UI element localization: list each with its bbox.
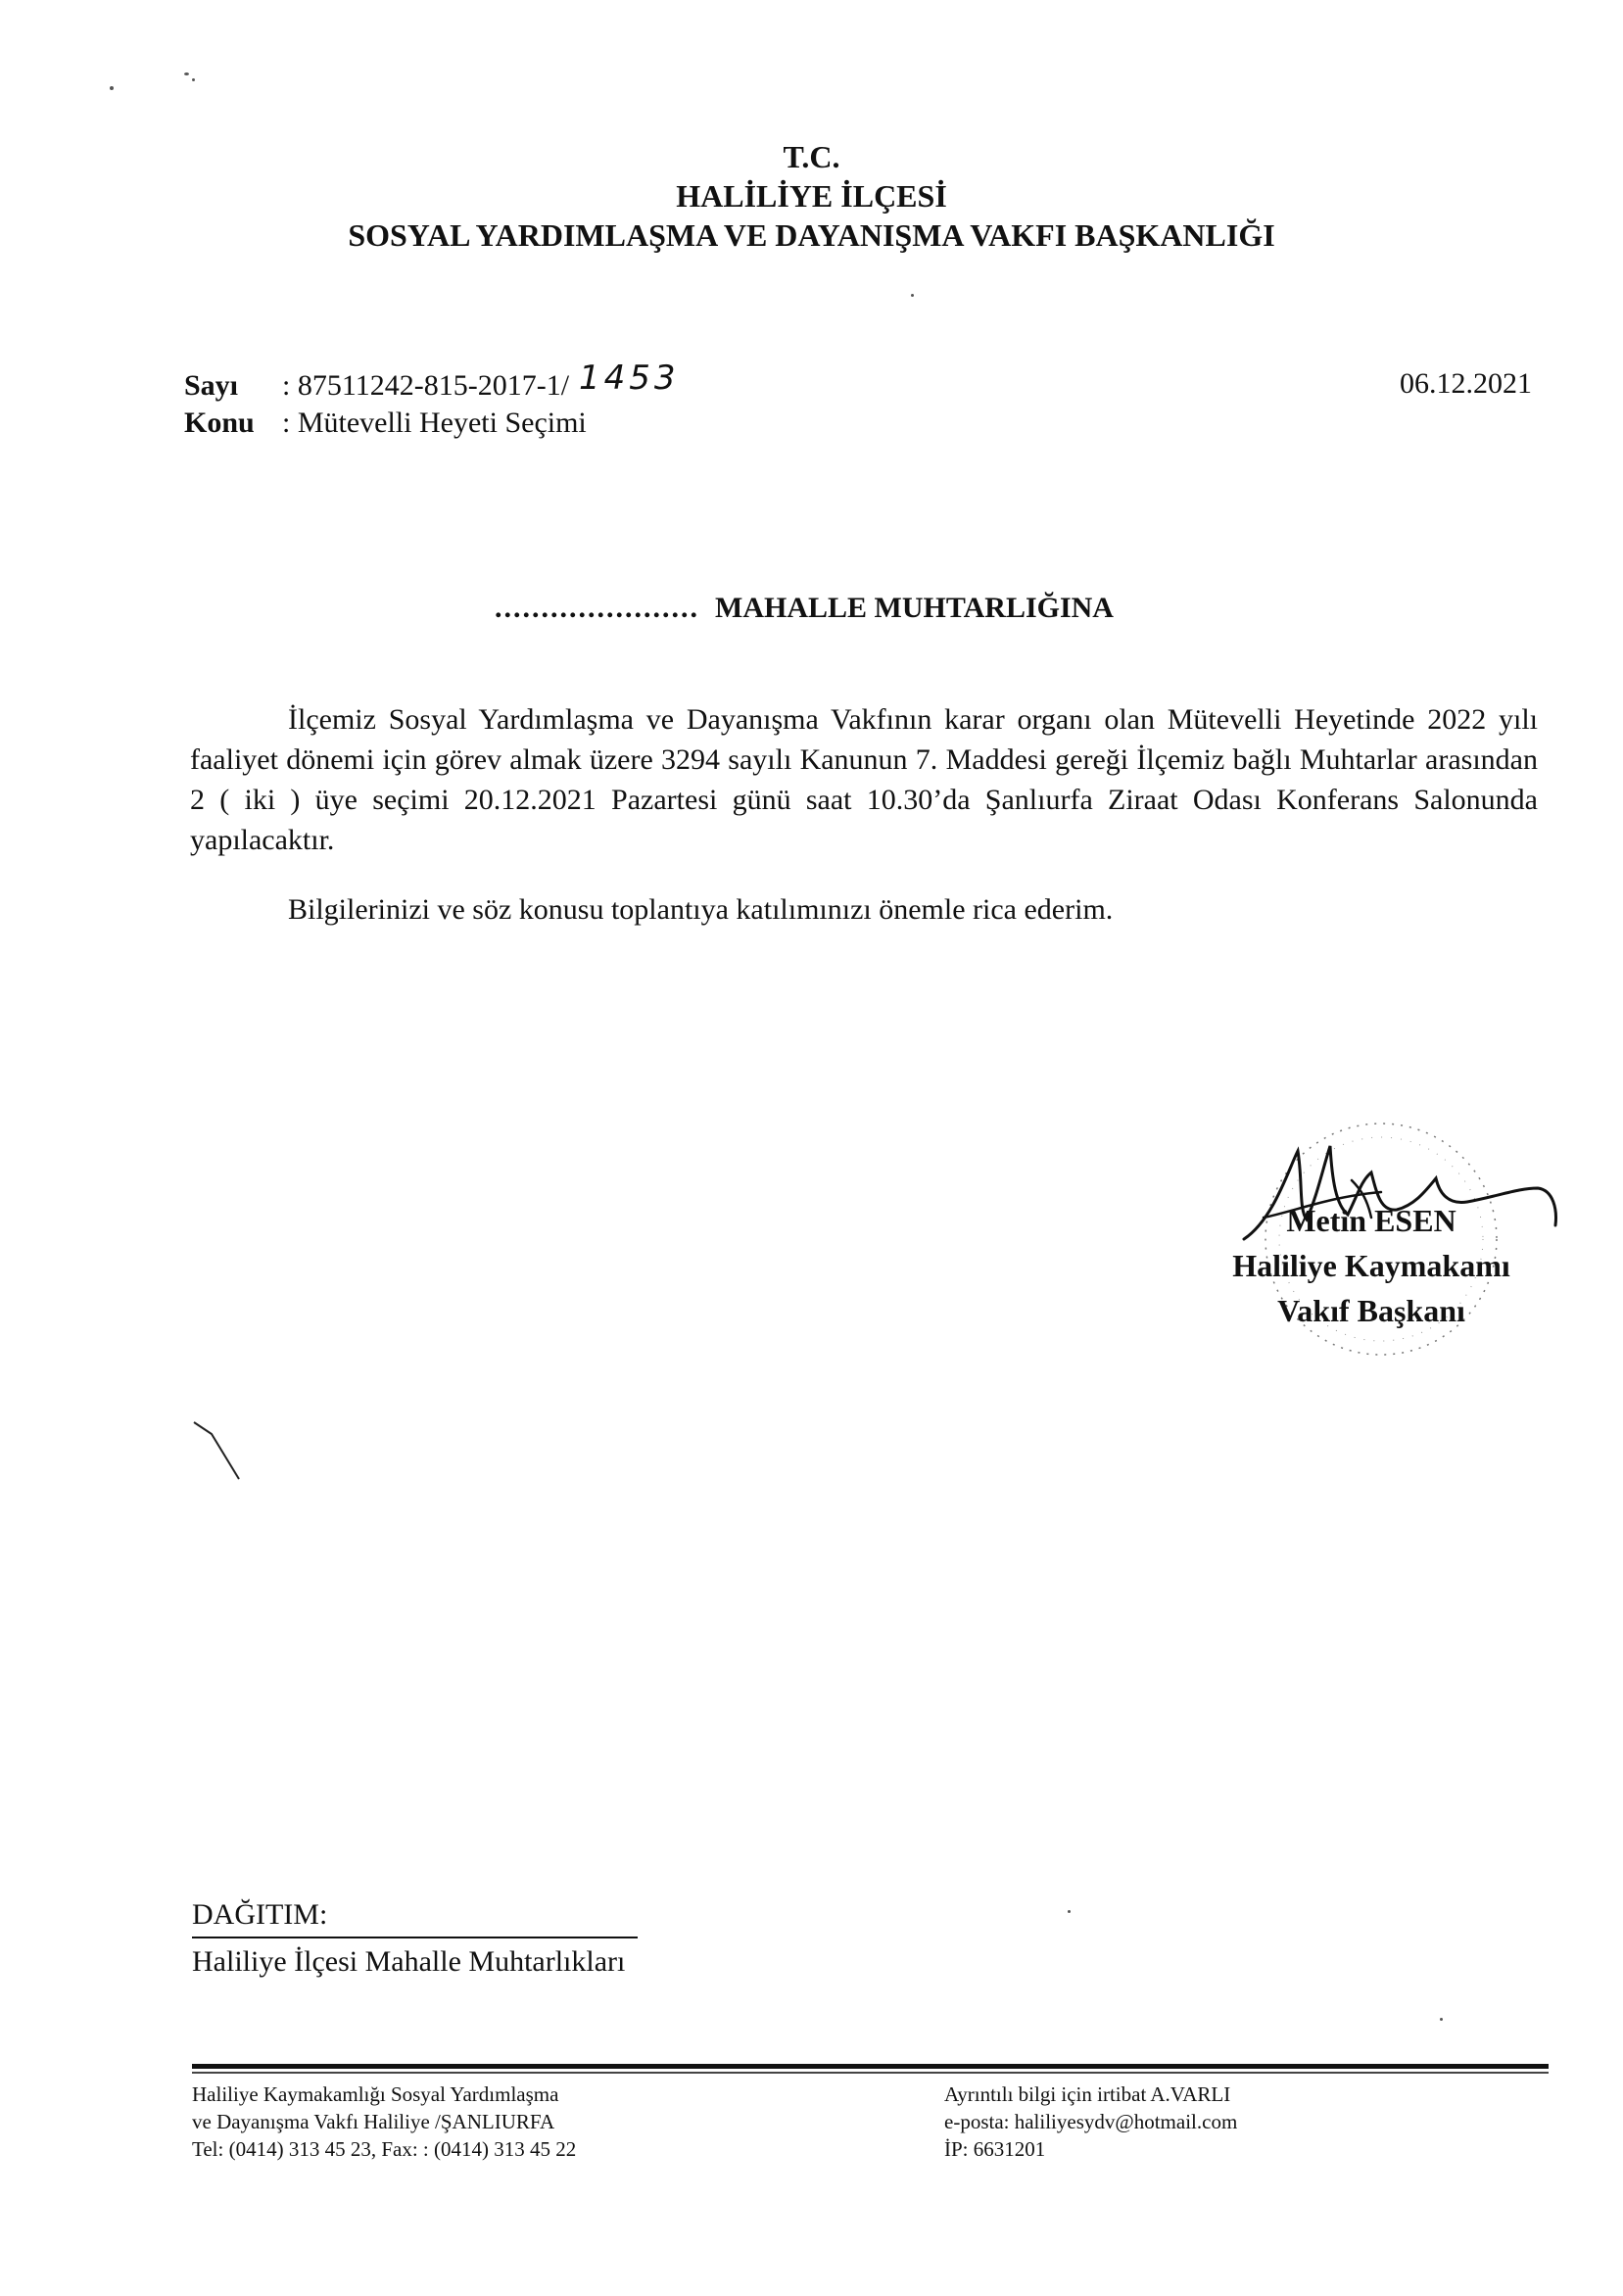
footer-contact: [944, 2081, 1237, 2163]
signature-block: [1205, 1102, 1577, 1366]
closing-paragraph: [190, 889, 1538, 930]
subject-value: : Mütevelli Heyeti Seçimi: [282, 407, 587, 439]
letterhead-country: T.C.: [783, 139, 840, 174]
footer-address-line: ve Dayanışma Vakfı Haliliye /ŞANLIURFA: [192, 2110, 555, 2133]
signatory-name: Metin ESEN: [1286, 1203, 1456, 1238]
scan-speck: [192, 78, 195, 81]
closing-paragraph-text: Bilgilerinizi ve söz konusu toplantıya katılımınızı önemle rica ederim.: [288, 893, 1114, 926]
letterhead: [0, 137, 1623, 255]
signatory-title: Haliliye Kaymakamı: [1232, 1248, 1510, 1283]
addressee-text: MAHALLE MUHTARLIĞINA: [715, 592, 1114, 624]
scan-speck: [1440, 2018, 1443, 2021]
subject-line: [184, 404, 587, 443]
body-paragraph-text: İlçemiz Sosyal Yardımlaşma ve Dayanışma Vakfının karar organı olan Mütevelli Heyetinde 2022 yılı faaliyet dönemi için görev almak üzere 3294 sayılı Kanunun 7. Maddesi gereği İlçemiz bağlı Muhtarlar arasından 2 ( iki ) üye seçimi 20.12.2021 Pazartesi günü saat 10.30’da Şanlıurfa Ziraat Odası Konferans Salonunda yapılacaktır.: [190, 703, 1538, 856]
footer-divider: [192, 2064, 1549, 2069]
letterhead-institution: SOSYAL YARDIMLAŞMA VE DAYANIŞMA VAKFI BAŞKANLIĞI: [348, 217, 1275, 253]
body-paragraph: [190, 699, 1538, 860]
footer-address-line: Haliliye Kaymakamlığı Sosyal Yardımlaşma: [192, 2082, 559, 2106]
signatory: [1205, 1198, 1538, 1333]
reference-number-value: : 87511242-815-2017-1/: [282, 369, 570, 402]
reference-number-label: Sayı: [184, 369, 239, 402]
scan-speck: [110, 86, 114, 90]
distribution-heading: DAĞITIM:: [192, 1895, 638, 1938]
document-date: 06.12.2021: [1400, 367, 1532, 400]
scan-speck: [184, 72, 189, 75]
signatory-role: Vakıf Başkanı: [1277, 1293, 1465, 1328]
footer-contact-person: Ayrıntılı bilgi için irtibat A.VARLI: [944, 2082, 1231, 2106]
addressee: [495, 592, 1114, 625]
scan-stroke: [192, 1420, 261, 1489]
footer-divider-thin: [192, 2072, 1549, 2074]
footer-address: [192, 2081, 576, 2163]
letterhead-district: HALİLİYE İLÇESİ: [676, 178, 947, 214]
handwritten-number: 1453: [579, 359, 680, 398]
reference-number-line: [184, 359, 680, 406]
footer-phone-fax: Tel: (0414) 313 45 23, Fax: : (0414) 313 45 22: [192, 2137, 577, 2161]
footer-ip-phone: İP: 6631201: [944, 2137, 1046, 2161]
addressee-blank: ......................: [495, 592, 699, 624]
footer-email: e-posta: haliliyesydv@hotmail.com: [944, 2110, 1238, 2133]
subject-label: Konu: [184, 407, 255, 439]
scan-speck: [911, 294, 914, 297]
scan-speck: [1068, 1910, 1071, 1913]
distribution-recipient: Haliliye İlçesi Mahalle Muhtarlıkları: [192, 1945, 626, 1978]
